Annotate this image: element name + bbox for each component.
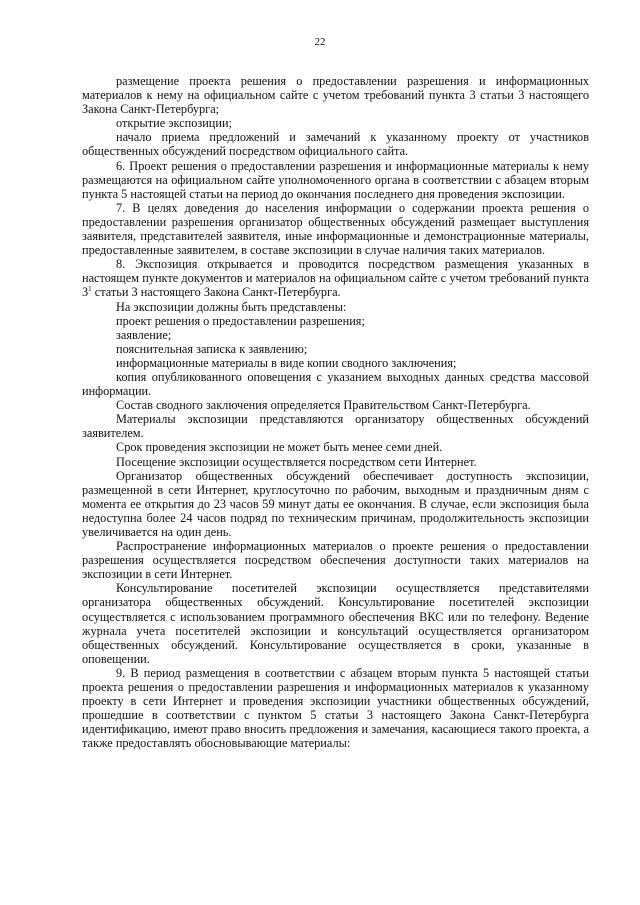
paragraph: открытие экспозиции;	[116, 116, 232, 131]
paragraph: Посещение экспозиции осуществляется посредством сети Интернет.	[116, 454, 477, 469]
page-number: 22	[314, 36, 326, 48]
paragraph: Срок проведения экспозиции не может быть менее семи дней.	[116, 440, 443, 455]
paragraph: Распространение информационных материалов о проекте решения о предоставлении разрешения осуществляется посредством обеспечения доступности таких материалов на экспозиции в сети Интернет.	[82, 539, 589, 582]
paragraph: На экспозиции должны быть представлены:	[116, 299, 347, 314]
paragraph-item-7: 7. В целях доведения до населения информации о содержании проекта решения о предоставлении разрешения организатор общественных обсуждений размещает выступления заявителя, представителей заявителя, иные информационные и демонстрационные материалы, предоставленные заявителем, в составе экспозиции в случае наличия таких материалов.	[82, 200, 589, 258]
paragraph-item-6: 6. Проект решения о предоставлении разрешения и информационные материалы к нему размещаются на официальном сайте уполномоченного органа в соответствии с абзацем вторым пункта 5 настоящей статьи на период до окончания последнего дня проведения экспозиции.	[82, 158, 589, 201]
paragraph: Состав сводного заключения определяется Правительством Санкт-Петербурга.	[116, 398, 531, 413]
paragraph: начало приема предложений и замечаний к указанному проекту от участников общественных обсуждений посредством официального сайта.	[82, 130, 589, 159]
list-item: копия опубликованного оповещения с указанием выходных данных средства массовой информации.	[82, 369, 589, 399]
list-item: информационные материалы в виде копии сводного заключения;	[116, 355, 457, 370]
paragraph: Организатор общественных обсуждений обеспечивает доступность экспозиции, размещенной в сети Интернет, круглосуточно по рабочим, выходным и праздничным дням с момента ее открытия до 23 часов 59 минут даты ее окончания. В случае, если экспозиция была недоступна более 24 часов подряд по техническим причинам, продолжительность экспозиции увеличивается на один день.	[82, 468, 589, 539]
paragraph-item-8-tail: статьи 3 настоящего Закона Санкт-Петербурга.	[91, 285, 341, 300]
paragraph-item-8	[82, 257, 589, 299]
paragraph: Консультирование посетителей экспозиции осуществляется представителями организатора общественных обсуждений. Консультирование посетителей экспозиции осуществляется с использованием программного обеспечения ВКС или по телефону. Ведение журнала учета посетителей экспозиции и консультаций осуществляется организатором общественных обсуждений. Консультирование осуществляется в сроки, указанные в оповещении.	[82, 581, 589, 666]
document-body	[82, 74, 589, 751]
paragraph: Материалы экспозиции представляются организатору общественных обсуждений заявителем.	[82, 412, 589, 441]
list-item: проект решения о предоставлении разрешения;	[116, 313, 365, 328]
superscript: 1	[88, 285, 92, 294]
paragraph-item-8-text: 8. Экспозиция открывается и проводится посредством размещения указанных в настоящем пункте документов и материалов на официальном сайте с учетом требований пункта 3	[82, 257, 589, 300]
list-item: пояснительная записка к заявлению;	[116, 341, 308, 356]
list-item: заявление;	[116, 327, 172, 342]
paragraph: размещение проекта решения о предоставлении разрешения и информационных материалов к нему на официальном сайте с учетом требований пункта 3 статьи 3 настоящего Закона Санкт-Петербурга;	[82, 74, 589, 117]
paragraph-item-9: 9. В период размещения в соответствии с абзацем вторым пункта 5 настоящей статьи проекта решения о предоставлении разрешения и информационных материалов к указанному проекту в сети Интернет и проведения экспозиции участники общественных обсуждений, прошедшие в соответствии с пунктом 5 статьи 3 настоящего Закона Санкт-Петербурга идентификацию, имеют право вносить предложения и замечания, касающиеся такого проекта, а также предоставлять обосновывающие материалы:	[82, 665, 589, 751]
